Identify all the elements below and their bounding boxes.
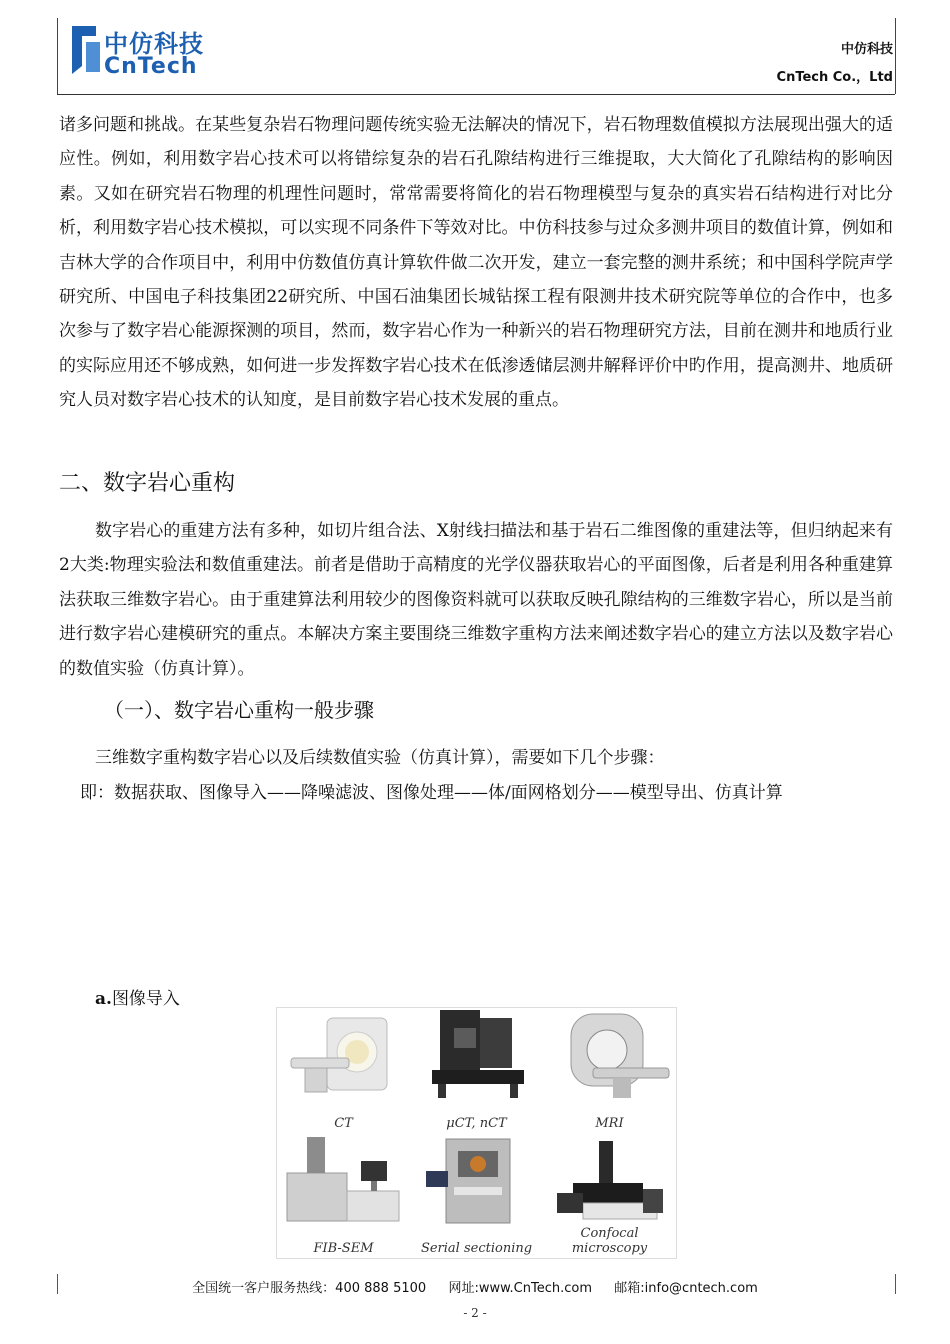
caption-confocal: Confocal microscopy [571, 1226, 648, 1256]
step-a-prefix: a. [95, 989, 112, 1009]
website-label: 网址: [448, 1281, 479, 1296]
footer-contact [0, 1277, 950, 1296]
caption-mri: MRI [595, 1116, 624, 1131]
subsection-heading: （一）、数字岩心重构一般步骤 [104, 698, 374, 722]
figure-cell-serial-sectioning [410, 1133, 543, 1258]
paragraph-reconstruction: 数字岩心的重建方法有多种，如切片组合法、X射线扫描法和基于岩石二维图像的重建法等，但归纳起来有2大类:物理实验法和数值重建法。前者是借助于高精度的光学仪器获取岩心的平面图像，后者是利用各种重建算法获取三维数字岩心。由于重建算法利用较少的图像资料就可以获取反映孔隙结构的三维数字岩心，所以是当前进行数字岩心建模研究的重点。本解决方案主要围绕三维数字重构方法来阐述数字岩心的建立方法以及数字岩心的数值实验（仿真计算）。 [59, 521, 893, 679]
figure-cell-ct [277, 1008, 410, 1133]
ct-scanner-icon [277, 1008, 410, 1108]
serial-sectioning-icon [410, 1133, 543, 1233]
caption-serial-sectioning: Serial sectioning [420, 1241, 533, 1256]
caption-fib-sem: FIB-SEM [313, 1241, 374, 1256]
logo-text-cn: 中仿科技 [104, 30, 204, 58]
website-link[interactable]: www.CnTech.com [478, 1281, 592, 1296]
logo-text-en: CnTech [104, 54, 198, 79]
email-label: 邮箱: [614, 1281, 645, 1296]
section-heading: 二、数字岩心重构 [59, 471, 236, 496]
fib-sem-icon [277, 1133, 410, 1233]
step-a-label [95, 984, 180, 1009]
confocal-microscope-icon [543, 1133, 676, 1233]
hotline-label: 全国统一客户服务热线： [192, 1281, 336, 1296]
step-a-text: 图像导入 [111, 989, 180, 1009]
figure-cell-confocal [543, 1133, 676, 1258]
hotline-number: 400 888 5100 [335, 1281, 427, 1296]
header-company-cn: 中仿科技 [840, 42, 893, 57]
figure-cell-micro-ct [410, 1008, 543, 1133]
imaging-devices-figure [276, 1007, 677, 1259]
micro-ct-instrument-icon [410, 1008, 543, 1108]
figure-cell-mri [543, 1008, 676, 1133]
caption-ct: CT [334, 1116, 353, 1131]
mri-scanner-icon [543, 1008, 676, 1108]
header-right-rule [895, 18, 896, 94]
steps-intro: 三维数字重构数字岩心以及后续数值实验（仿真计算），需要如下几个步骤： [95, 748, 665, 768]
header-company-en: CnTech Co.，Ltd [776, 70, 893, 85]
paragraph-intro: 诸多问题和挑战。在某些复杂岩石物理问题传统实验无法解决的情况下，岩石物理数值模拟方法展现出强大的适应性。例如，利用数字岩心技术可以将错综复杂的岩石孔隙结构进行三维提取，大大简化了孔隙结构的影响因素。又如在研究岩石物理的机理性问题时，常常需要将简化的岩石物理模型与复杂的真实岩石结构进行对比分析，利用数字岩心技术模拟，可以实现不同条件下等效对比。中仿科技参与过众多测井项目的数值计算，例如和吉林大学的合作项目中，利用中仿数值仿真计算软件做二次开发，建立一套完整的测井系统；和中国科学院声学研究所、中国电子科技集团22研究所、中国石油集团长城钻探工程有限测井技术研究院等单位的合作中，也多次参与了数字岩心能源探测的项目，然而，数字岩心作为一种新兴的岩石物理研究方法，目前在测井和地质行业的实际应用还不够成熟，如何进一步发挥数字岩心技术在低渗透储层测井解释评价中旳作用，提高测井、地质研究人员对数字岩心技术的认知度，是目前数字岩心技术发展的重点。 [59, 115, 893, 411]
figure-cell-fib-sem [277, 1133, 410, 1258]
steps-list: 即：数据获取、图像导入——降噪滤波、图像处理——体/面网格划分——模型导出、仿真计算 [80, 783, 783, 803]
header-divider [57, 94, 895, 95]
logo-mark-icon [66, 22, 104, 78]
page-number: - 2 - [463, 1306, 487, 1320]
email-link[interactable]: info@cntech.com [644, 1281, 758, 1296]
caption-micro-ct: μCT, nCT [446, 1116, 507, 1131]
header-left-rule [57, 18, 58, 94]
